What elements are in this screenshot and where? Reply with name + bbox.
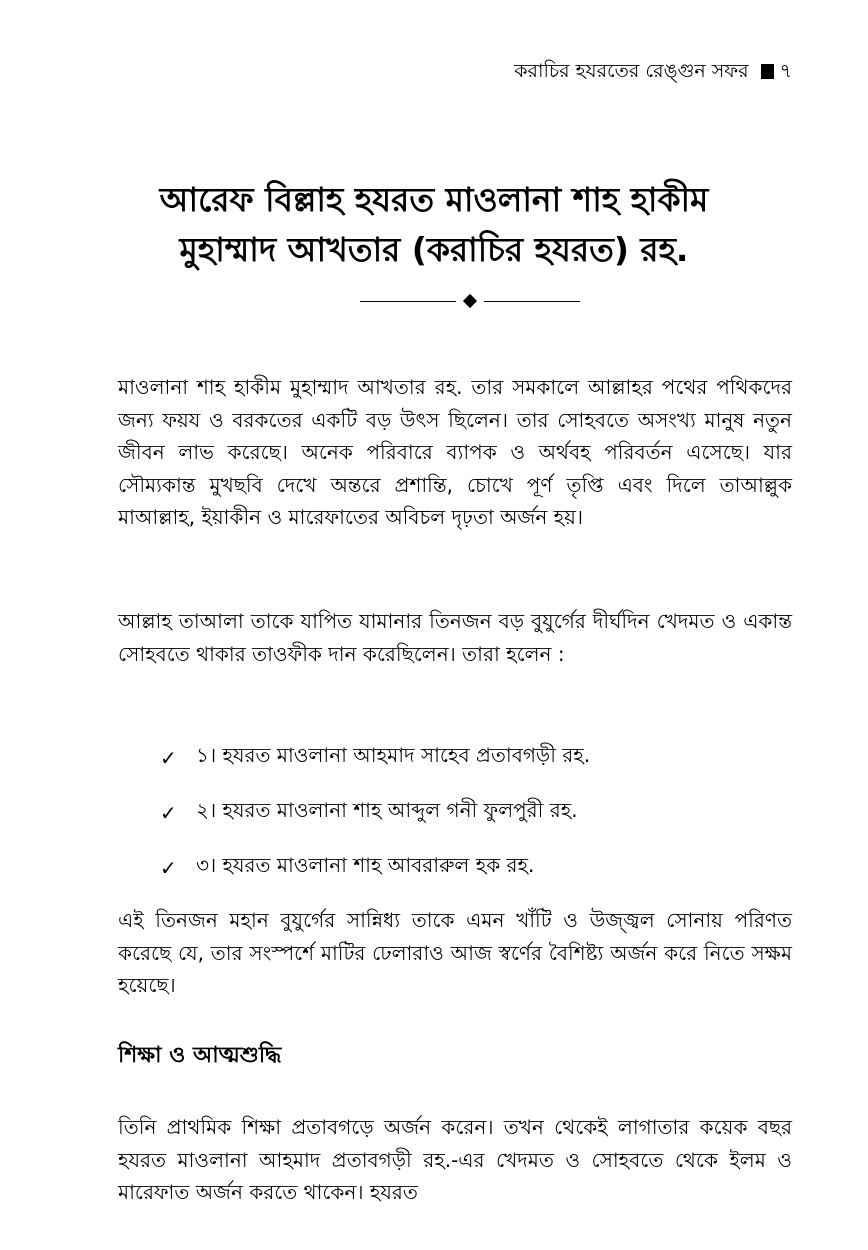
chapter-title-line-1: আরেফ বিল্লাহ হযরত মাওলানা শাহ হাকীম [159, 180, 709, 219]
chapter-title-line-2: মুহাম্মাদ আখতার (করাচির হযরত) রহ. [179, 229, 689, 269]
paragraph-teachers-intro: আল্লাহ তাআলা তাকে যাপিত যামানার তিনজন বড় বুযুর্গের দীর্ঘদিন খেদমত ও একান্ত সোহবতে থাকার তাওফীক দান করেছিলেন। তারা হলেন : [118, 609, 792, 666]
divider-rule-left [360, 301, 456, 302]
divider-rule-right [484, 301, 580, 302]
list-item-text: ১। হযরত মাওলানা আহমাদ সাহেব প্রতাবগড়ী রহ. [196, 743, 591, 767]
list-item-text: ৩। হযরত মাওলানা শাহ আবরারুল হক রহ. [196, 853, 535, 877]
page-number: ৭ [779, 60, 792, 82]
check-icon: ✓ [160, 745, 177, 770]
paragraph-companionship: এই তিনজন মহান বুযুর্গের সান্নিধ্য তাকে এমন খাঁটি ও উজ্জ্বল সোনায় পরিণত করেছে যে, তার সংস্পর্শে মাটির ঢেলারাও আজ স্বর্ণের বৈশিষ্ট্য অর্জন করে নিতে সক্ষম হয়েছে। [118, 908, 792, 997]
teachers-list [160, 730, 800, 895]
running-header [514, 62, 792, 81]
list-item [160, 840, 800, 895]
title-divider [356, 293, 584, 309]
check-icon: ✓ [160, 855, 177, 880]
list-item-text: ২। হযরত মাওলানা শাহ আব্দুল গনী ফুলপুরী রহ. [196, 798, 578, 822]
list-item [160, 785, 800, 840]
chapter-title [60, 175, 808, 274]
square-marker-icon [761, 64, 774, 79]
section-heading: শিক্ষা ও আত্মশুদ্ধি [118, 1043, 282, 1068]
diamond-ornament-icon [463, 294, 477, 308]
check-icon: ✓ [160, 800, 177, 825]
running-title: করাচির হযরতের রেঙ্গুন সফর [514, 60, 749, 82]
list-item [160, 730, 800, 785]
paragraph-education: তিনি প্রাথমিক শিক্ষা প্রতাবগড়ে অর্জন করেন। তখন থেকেই লাগাতার কয়েক বছর হযরত মাওলানা আহমাদ প্রতাবগড়ী রহ.-এর খেদমত ও সোহবতে থেকে ইলম ও মারেফাত অর্জন করতে থাকেন। হযরত [118, 1115, 792, 1204]
paragraph-intro: মাওলানা শাহ হাকীম মুহাম্মাদ আখতার রহ. তার সমকালে আল্লাহর পথের পথিকদের জন্য ফয়য ও বরকতের একটি বড় উৎস ছিলেন। তার সোহবতে অসংখ্য মানুষ নতুন জীবন লাভ করেছে। অনেক পরিবারে ব্যাপক ও অর্থবহ পরিবর্তন এসেছে। যার সৌম্যকান্ত মুখছবি দেখে অন্তরে প্রশান্তি, চোখে পূর্ণ তৃপ্তি এবং দিলে তাআল্লুক মাআল্লাহ, ইয়াকীন ও মারেফাতের অবিচল দৃঢ়তা অর্জন হয়। [118, 375, 792, 529]
